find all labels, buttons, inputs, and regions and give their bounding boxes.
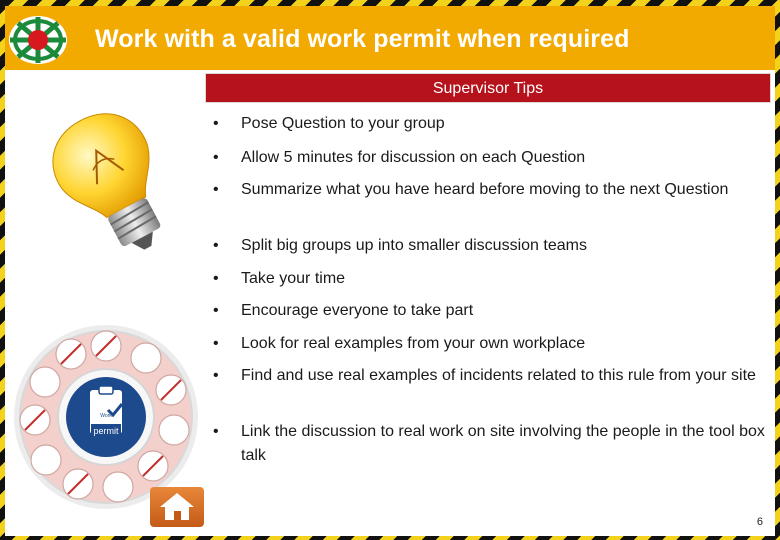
header-bar	[5, 6, 775, 70]
supervisor-tips-title: Supervisor Tips	[432, 80, 544, 97]
home-icon	[150, 487, 204, 527]
home-button[interactable]	[150, 487, 204, 527]
supervisor-tips-bar	[205, 73, 771, 103]
page-title: Work with a valid work permit when required	[95, 25, 630, 53]
list-item: • Split big groups up into smaller discussion teams	[213, 237, 587, 254]
list-item: • Allow 5 minutes for discussion on each Question	[213, 149, 586, 166]
list-item: • Encourage everyone to take part	[213, 302, 474, 319]
company-logo	[8, 14, 72, 66]
list-item: • Take your time	[213, 270, 346, 287]
slide	[5, 6, 775, 536]
list-item: • Pose Question to your group	[213, 115, 445, 132]
list-item: • Find and use real examples of incidents related to this rule from your site	[213, 367, 756, 384]
life-saving-rules-wheel	[13, 324, 199, 510]
list-item: • Link the discussion to real work on site involving the people in the tool box talk	[213, 423, 765, 464]
list-item: • Look for real examples from your own workplace	[213, 335, 586, 352]
wheel-center-label: permit	[93, 426, 119, 436]
list-item: • Summarize what you have heard before moving to the next Question	[213, 181, 729, 198]
wheel-center-label-top: Work	[100, 413, 112, 419]
light-bulb-icon	[45, 106, 175, 266]
page-number: 6	[756, 516, 763, 528]
